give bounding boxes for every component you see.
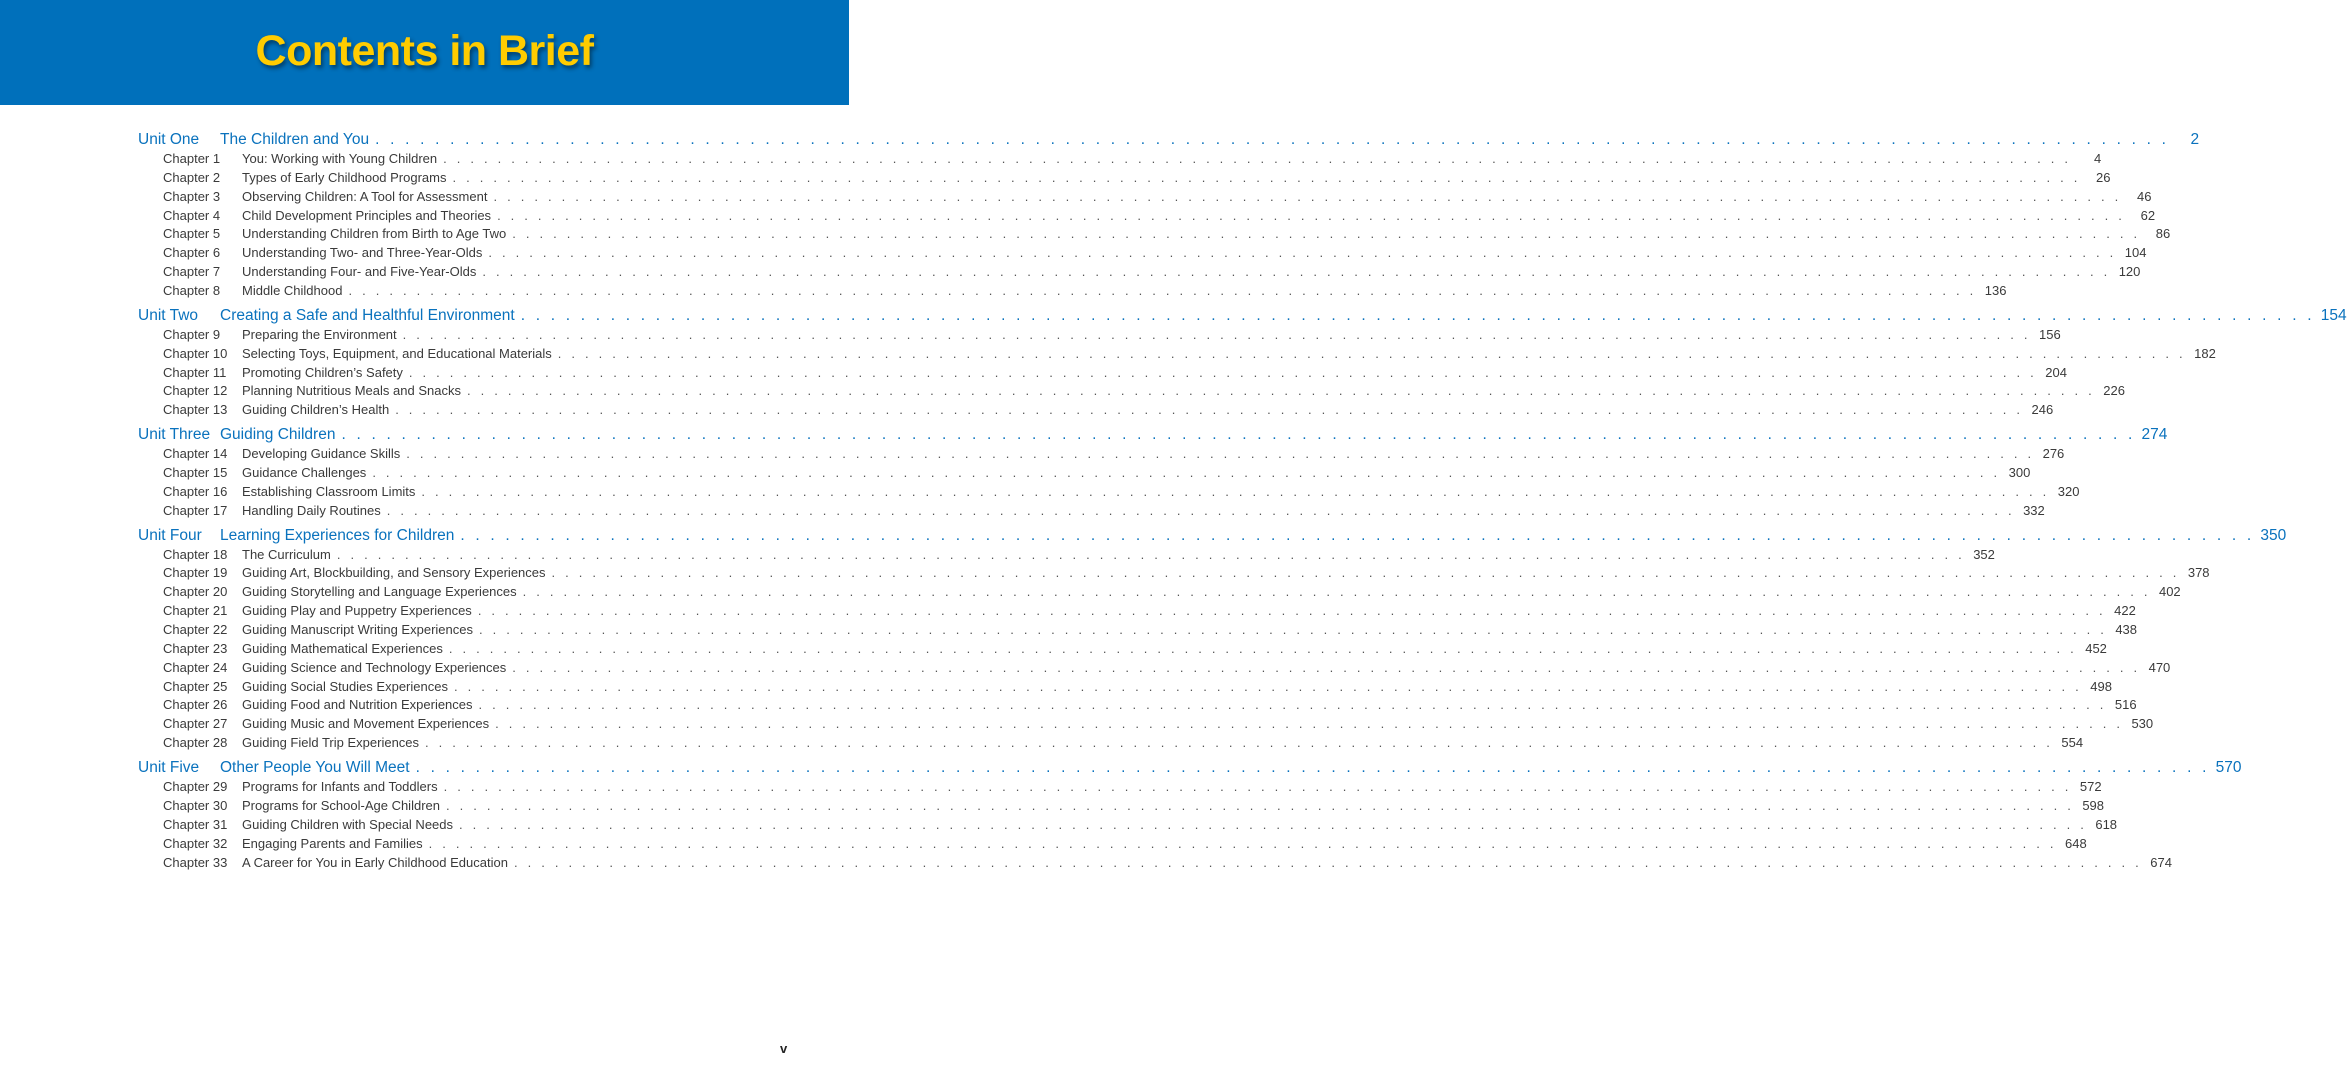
chapter-title: Guiding Field Trip Experiences xyxy=(242,735,420,751)
chapter-label: Chapter 28 xyxy=(163,735,228,751)
chapter-entry[interactable] xyxy=(138,401,2054,420)
chapter-label: Chapter 10 xyxy=(163,345,228,361)
chapter-entry[interactable] xyxy=(138,715,2154,734)
chapter-label: Chapter 4 xyxy=(163,207,221,223)
chapter-page: 674 xyxy=(2150,854,2172,870)
chapter-title: Guiding Mathematical Experiences xyxy=(242,640,443,656)
unit-label: Unit Three xyxy=(138,426,211,444)
dot-leader: . . . . . . . . . . . . . . . . . . . . . . . . . . . . . . . . . . . . . . . . . . . . . . . . . . . . . . . . . . . . . . . . . . . . . . . . . . . . . . . . . . . . . . . . . . . . . . . . . . . . . . . . . . . . . . . . . . . . . . . . xyxy=(478,697,2107,713)
chapter-label: Chapter 8 xyxy=(163,283,221,299)
chapter-title: Establishing Classroom Limits xyxy=(242,483,416,499)
chapter-page: 470 xyxy=(2148,659,2171,675)
chapter-title: Programs for Infants and Toddlers xyxy=(242,779,438,795)
unit-entry[interactable] xyxy=(138,425,2168,445)
unit-page: 2 xyxy=(2190,131,2200,148)
chapter-label: Chapter 24 xyxy=(163,659,228,675)
unit-label: Unit Four xyxy=(138,526,202,544)
dot-leader: . . . . . . . . . . . . . . . . . . . . . . . . . . . . . . . . . . . . . . . . . . . . . . . . . . . . . . . . . . . . . . . . . . . . . . . . . . . . . . . . . . . . . . . . . . . . . . . . . . . . . . . . . . . . . . . . . . . . . . . . xyxy=(512,659,2141,675)
chapter-entry[interactable] xyxy=(138,345,2216,364)
chapter-page: 618 xyxy=(2095,816,2118,832)
chapter-entry[interactable] xyxy=(138,244,2147,263)
chapter-title: A Career for You in Early Childhood Education xyxy=(242,854,508,870)
dot-leader: . . . . . . . . . . . . . . . . . . . . . . . . . . . . . . . . . . . . . . . . . . . . . . . . . . . . . . . . . . . . . . . . . . . . . . . . . . . . . . . . . . . . . . . . . . . . . . . . . . . . . . . . . . . . . . . . . . . . . . . . xyxy=(375,131,2170,148)
dot-leader: . . . . . . . . . . . . . . . . . . . . . . . . . . . . . . . . . . . . . . . . . . . . . . . . . . . . . . . . . . . . . . . . . . . . . . . . . . . . . . . . . . . . . . . . . . . . . . . . . . . . . . . . . . . . . . . . . . . . . . . . xyxy=(482,264,2111,280)
chapter-title: Handling Daily Routines xyxy=(242,502,381,518)
chapter-page: 320 xyxy=(2057,483,2080,499)
unit-page: 570 xyxy=(2215,759,2242,777)
chapter-label: Chapter 3 xyxy=(163,188,221,204)
chapter-label: Chapter 21 xyxy=(163,603,228,619)
chapter-entry[interactable] xyxy=(138,696,2137,715)
chapter-page: 276 xyxy=(2042,446,2065,462)
chapter-title: Programs for School-Age Children xyxy=(242,797,440,813)
chapter-title: Understanding Four- and Five-Year-Olds xyxy=(242,264,477,280)
unit-label: Unit Five xyxy=(138,759,200,777)
chapter-title: Observing Children: A Tool for Assessment xyxy=(242,188,488,204)
chapter-label: Chapter 25 xyxy=(163,678,228,694)
chapter-title: Child Development Principles and Theories xyxy=(242,207,492,223)
chapter-entry[interactable] xyxy=(138,734,2084,753)
chapter-label: Chapter 33 xyxy=(163,854,228,870)
unit-entry[interactable] xyxy=(138,526,2287,546)
chapter-entry[interactable] xyxy=(138,207,2156,226)
chapter-page: 120 xyxy=(2118,264,2141,280)
chapter-page: 86 xyxy=(2155,226,2171,242)
chapter-label: Chapter 1 xyxy=(163,151,221,166)
unit-title: Other People You Will Meet xyxy=(220,759,410,777)
chapter-title: Understanding Children from Birth to Age Two xyxy=(242,226,507,242)
chapter-entry[interactable] xyxy=(138,282,2007,301)
dot-leader: . . . . . . . . . . . . . . . . . . . . . . . . . . . . . . . . . . . . . . . . . . . . . . . . . . . . . . . . . . . . . . . . . . . . . . . . . . . . . . . . . . . . . . . . . . . . . . . . . . . . . . . . . . . . . . . . . . . . . . . . xyxy=(408,364,2037,380)
chapter-label: Chapter 7 xyxy=(163,264,221,280)
chapter-page: 648 xyxy=(2065,835,2087,851)
unit-title: Guiding Children xyxy=(220,426,336,444)
chapter-title: Guidance Challenges xyxy=(242,465,367,481)
chapter-entry[interactable] xyxy=(138,502,2045,521)
dot-leader: . . . . . . . . . . . . . . . . . . . . . . . . . . . . . . . . . . . . . . . . . . . . . . . . . . . . . . . . . . . . . . . . . . . . . . . . . . . . . . . . . . . . . . . . . . . . . . . . . . . . . . . . . . . . . . . . . . . . . . . . xyxy=(466,383,2095,399)
dot-leader: . . . . . . . . . . . . . . . . . . . . . . . . . . . . . . . . . . . . . . . . . . . . . . . . . . . . . . . . . . . . . . . . . . . . . . . . . . . . . . . . . . . . . . . . . . . . . . . . . . . . . . . . . . . . . . . . . . . . . . . . xyxy=(520,306,2315,324)
chapter-title: Guiding Children with Special Needs xyxy=(242,816,454,832)
chapter-label: Chapter 15 xyxy=(163,465,228,481)
table-of-contents xyxy=(138,130,2347,872)
chapter-entry[interactable] xyxy=(138,445,2065,464)
chapter-entry[interactable] xyxy=(138,854,2172,873)
chapter-entry[interactable] xyxy=(138,326,2061,345)
chapter-title: Guiding Science and Technology Experiences xyxy=(242,659,507,675)
chapter-page: 498 xyxy=(2090,678,2112,694)
chapter-label: Chapter 17 xyxy=(163,502,228,518)
chapter-page: 46 xyxy=(2137,188,2152,204)
chapter-entry[interactable] xyxy=(138,169,2111,188)
chapter-page: 452 xyxy=(2085,640,2107,656)
dot-leader: . . . . . . . . . . . . . . . . . . . . . . . . . . . . . . . . . . . . . . . . . . . . . . . . . . . . . . . . . . . . . . . . . . . . . . . . . . . . . . . . . . . . . . . . . . . . . . . . . . . . . . . . . . . . . . . . . . . . . . . . xyxy=(402,326,2031,342)
chapter-entry[interactable] xyxy=(138,382,2125,401)
chapter-entry[interactable] xyxy=(138,602,2136,621)
chapter-label: Chapter 16 xyxy=(163,483,228,499)
dot-leader: . . . . . . . . . . . . . . . . . . . . . . . . . . . . . . . . . . . . . . . . . . . . . . . . . . . . . . . . . . . . . . . . . . . . . . . . . . . . . . . . . . . . . . . . . . . . . . . . . . . . . . . . . . . . . . . . . . . . . . . . xyxy=(557,345,2186,361)
dot-leader: . . . . . . . . . . . . . . . . . . . . . . . . . . . . . . . . . . . . . . . . . . . . . . . . . . . . . . . . . . . . . . . . . . . . . . . . . . . . . . . . . . . . . . . . . . . . . . . . . . . . . . . . . . . . . . . . . . . . . . . . xyxy=(448,640,2077,656)
chapter-label: Chapter 30 xyxy=(163,797,228,813)
unit-page: 274 xyxy=(2141,426,2168,444)
chapter-page: 378 xyxy=(2187,565,2210,581)
chapter-title: Guiding Food and Nutrition Experiences xyxy=(242,697,473,713)
dot-leader: . . . . . . . . . . . . . . . . . . . . . . . . . . . . . . . . . . . . . . . . . . . . . . . . . . . . . . . . . . . . . . . . . . . . . . . . . . . . . . . . . . . . . . . . . . . . . . . . . . . . . . . . . . . . . . . . . . . . . . . . xyxy=(512,226,2141,242)
dot-leader: . . . . . . . . . . . . . . . . . . . . . . . . . . . . . . . . . . . . . . . . . . . . . . . . . . . . . . . . . . . . . . . . . . . . . . . . . . . . . . . . . . . . . . . . . . . . . . . . . . . . . . . . . . . . . . . . . . . . . . . . xyxy=(421,483,2050,499)
chapter-page: 300 xyxy=(2008,465,2031,481)
page-number: v xyxy=(780,1041,788,1056)
dot-leader: . . . . . . . . . . . . . . . . . . . . . . . . . . . . . . . . . . . . . . . . . . . . . . . . . . . . . . . . . . . . . . . . . . . . . . . . . . . . . . . . . . . . . . . . . . . . . . . . . . . . . . . . . . . . . . . . . . . . . . . . xyxy=(488,245,2117,261)
dot-leader: . . . . . . . . . . . . . . . . . . . . . . . . . . . . . . . . . . . . . . . . . . . . . . . . . . . . . . . . . . . . . . . . . . . . . . . . . . . . . . . . . . . . . . . . . . . . . . . . . . . . . . . . . . . . . . . . . . . . . . . . xyxy=(551,565,2180,581)
dot-leader: . . . . . . . . . . . . . . . . . . . . . . . . . . . . . . . . . . . . . . . . . . . . . . . . . . . . . . . . . . . . . . . . . . . . . . . . . . . . . . . . . . . . . . . . . . . . . . . . . . . . . . . . . . . . . . . . . . . . . . . . xyxy=(336,546,1965,562)
dot-leader: . . . . . . . . . . . . . . . . . . . . . . . . . . . . . . . . . . . . . . . . . . . . . . . . . . . . . . . . . . . . . . . . . . . . . . . . . . . . . . . . . . . . . . . . . . . . . . . . . . . . . . . . . . . . . . . . . . . . . . . . xyxy=(477,603,2106,619)
chapter-page: 572 xyxy=(2079,779,2102,795)
dot-leader: . . . . . . . . . . . . . . . . . . . . . . . . . . . . . . . . . . . . . . . . . . . . . . . . . . . . . . . . . . . . . . . . . . . . . . . . . . . . . . . . . . . . . . . . . . . . . . . . . . . . . . . . . . . . . . . . . . . . . . . . xyxy=(452,169,2081,185)
chapter-page: 516 xyxy=(2114,697,2137,713)
unit-title: The Children and You xyxy=(220,131,370,148)
chapter-page: 598 xyxy=(2082,797,2105,813)
chapter-label: Chapter 26 xyxy=(163,697,228,713)
chapter-entry[interactable] xyxy=(138,816,2118,835)
dot-leader: . . . . . . . . . . . . . . . . . . . . . . . . . . . . . . . . . . . . . . . . . . . . . . . . . . . . . . . . . . . . . . . . . . . . . . . . . . . . . . . . . . . . . . . . . . . . . . . . . . . . . . . . . . . . . . . . . . . . . . . . xyxy=(443,151,2072,166)
chapter-label: Chapter 22 xyxy=(163,622,228,638)
chapter-label: Chapter 31 xyxy=(163,816,228,832)
chapter-title: Developing Guidance Skills xyxy=(242,446,401,462)
chapter-page: 104 xyxy=(2124,245,2147,261)
chapter-title: Guiding Play and Puppetry Experiences xyxy=(242,603,472,619)
dot-leader: . . . . . . . . . . . . . . . . . . . . . . . . . . . . . . . . . . . . . . . . . . . . . . . . . . . . . . . . . . . . . . . . . . . . . . . . . . . . . . . . . . . . . . . . . . . . . . . . . . . . . . . . . . . . . . . . . . . . . . . . xyxy=(460,526,2255,544)
dot-leader: . . . . . . . . . . . . . . . . . . . . . . . . . . . . . . . . . . . . . . . . . . . . . . . . . . . . . . . . . . . . . . . . . . . . . . . . . . . . . . . . . . . . . . . . . . . . . . . . . . . . . . . . . . . . . . . . . . . . . . . . xyxy=(445,797,2075,813)
chapter-title: You: Working with Young Children xyxy=(242,151,438,166)
chapter-title: Understanding Two- and Three-Year-Olds xyxy=(242,245,483,261)
chapter-label: Chapter 12 xyxy=(163,383,228,399)
dot-leader: . . . . . . . . . . . . . . . . . . . . . . . . . . . . . . . . . . . . . . . . . . . . . . . . . . . . . . . . . . . . . . . . . . . . . . . . . . . . . . . . . . . . . . . . . . . . . . . . . . . . . . . . . . . . . . . . . . . . . . . . xyxy=(478,622,2108,638)
chapter-title: Engaging Parents and Families xyxy=(242,835,423,851)
dot-leader: . . . . . . . . . . . . . . . . . . . . . . . . . . . . . . . . . . . . . . . . . . . . . . . . . . . . . . . . . . . . . . . . . . . . . . . . . . . . . . . . . . . . . . . . . . . . . . . . . . . . . . . . . . . . . . . . . . . . . . . . xyxy=(386,502,2015,518)
chapter-label: Chapter 5 xyxy=(163,226,221,242)
unit-title: Creating a Safe and Healthful Environment xyxy=(220,306,515,324)
dot-leader: . . . . . . . . . . . . . . . . . . . . . . . . . . . . . . . . . . . . . . . . . . . . . . . . . . . . . . . . . . . . . . . . . . . . . . . . . . . . . . . . . . . . . . . . . . . . . . . . . . . . . . . . . . . . . . . . . . . . . . . . xyxy=(415,759,2210,777)
chapter-label: Chapter 32 xyxy=(163,835,228,851)
chapter-page: 136 xyxy=(1984,283,2007,299)
unit-label: Unit One xyxy=(138,131,200,148)
chapter-label: Chapter 29 xyxy=(163,779,228,795)
chapter-label: Chapter 14 xyxy=(163,446,228,462)
chapter-label: Chapter 27 xyxy=(163,716,228,732)
chapter-page: 182 xyxy=(2194,345,2216,361)
chapter-page: 554 xyxy=(2061,735,2084,751)
dot-leader: . . . . . . . . . . . . . . . . . . . . . . . . . . . . . . . . . . . . . . . . . . . . . . . . . . . . . . . . . . . . . . . . . . . . . . . . . . . . . . . . . . . . . . . . . . . . . . . . . . . . . . . . . . . . . . . . . . . . . . . . xyxy=(406,446,2035,462)
chapter-label: Chapter 23 xyxy=(163,640,228,656)
dot-leader: . . . . . . . . . . . . . . . . . . . . . . . . . . . . . . . . . . . . . . . . . . . . . . . . . . . . . . . . . . . . . . . . . . . . . . . . . . . . . . . . . . . . . . . . . . . . . . . . . . . . . . . . . . . . . . . . . . . . . . . . xyxy=(495,716,2124,732)
dot-leader: . . . . . . . . . . . . . . . . . . . . . . . . . . . . . . . . . . . . . . . . . . . . . . . . . . . . . . . . . . . . . . . . . . . . . . . . . . . . . . . . . . . . . . . . . . . . . . . . . . . . . . . . . . . . . . . . . . . . . . . . xyxy=(497,207,2126,223)
unit-entry[interactable] xyxy=(138,130,2200,150)
unit-entry[interactable] xyxy=(138,306,2347,326)
chapter-page: 352 xyxy=(1973,546,1995,562)
chapter-page: 530 xyxy=(2131,716,2154,732)
chapter-page: 402 xyxy=(2158,584,2181,600)
chapter-title: Guiding Art, Blockbuilding, and Sensory Experiences xyxy=(242,565,546,581)
chapter-label: Chapter 9 xyxy=(163,326,221,342)
chapter-title: Guiding Children’s Health xyxy=(242,402,390,418)
chapter-entry[interactable] xyxy=(138,583,2181,602)
chapter-title: Guiding Music and Movement Experiences xyxy=(242,716,490,732)
chapter-label: Chapter 6 xyxy=(163,245,221,261)
chapter-entry[interactable] xyxy=(138,263,2141,282)
chapter-label: Chapter 2 xyxy=(163,169,221,185)
chapter-entry[interactable] xyxy=(138,150,2102,169)
chapter-entry[interactable] xyxy=(138,364,2067,383)
chapter-label: Chapter 11 xyxy=(163,364,227,380)
chapter-label: Chapter 20 xyxy=(163,584,228,600)
chapter-entry[interactable] xyxy=(138,659,2171,678)
chapter-title: Guiding Social Studies Experiences xyxy=(242,678,448,694)
chapter-entry[interactable] xyxy=(138,621,2138,640)
chapter-entry[interactable] xyxy=(138,546,1995,565)
title-banner xyxy=(0,0,849,105)
dot-leader: . . . . . . . . . . . . . . . . . . . . . . . . . . . . . . . . . . . . . . . . . . . . . . . . . . . . . . . . . . . . . . . . . . . . . . . . . . . . . . . . . . . . . . . . . . . . . . . . . . . . . . . . . . . . . . . . . . . . . . . . xyxy=(372,465,2001,481)
chapter-title: Selecting Toys, Equipment, and Educational Materials xyxy=(242,345,552,361)
chapter-entry[interactable] xyxy=(138,640,2107,659)
chapter-title: Planning Nutritious Meals and Snacks xyxy=(242,383,461,399)
chapter-page: 26 xyxy=(2096,169,2111,185)
dot-leader: . . . . . . . . . . . . . . . . . . . . . . . . . . . . . . . . . . . . . . . . . . . . . . . . . . . . . . . . . . . . . . . . . . . . . . . . . . . . . . . . . . . . . . . . . . . . . . . . . . . . . . . . . . . . . . . . . . . . . . . . xyxy=(443,779,2072,795)
chapter-entry[interactable] xyxy=(138,564,2210,583)
chapter-entry[interactable] xyxy=(138,797,2105,816)
unit-page: 154 xyxy=(2320,306,2347,324)
chapter-page: 438 xyxy=(2115,622,2138,638)
chapter-page: 204 xyxy=(2045,364,2067,380)
chapter-title: Preparing the Environment xyxy=(242,326,397,342)
chapter-page: 4 xyxy=(2093,151,2102,166)
dot-leader: . . . . . . . . . . . . . . . . . . . . . . . . . . . . . . . . . . . . . . . . . . . . . . . . . . . . . . . . . . . . . . . . . . . . . . . . . . . . . . . . . . . . . . . . . . . . . . . . . . . . . . . . . . . . . . . . . . . . . . . . xyxy=(341,426,2136,444)
chapter-entry[interactable] xyxy=(138,188,2152,207)
page-title: Contents in Brief xyxy=(255,27,594,75)
chapter-label: Chapter 19 xyxy=(163,565,228,581)
chapter-title: Middle Childhood xyxy=(242,283,343,299)
dot-leader: . . . . . . . . . . . . . . . . . . . . . . . . . . . . . . . . . . . . . . . . . . . . . . . . . . . . . . . . . . . . . . . . . . . . . . . . . . . . . . . . . . . . . . . . . . . . . . . . . . . . . . . . . . . . . . . . . . . . . . . . xyxy=(522,584,2151,600)
chapter-page: 62 xyxy=(2140,207,2156,223)
unit-page: 350 xyxy=(2260,526,2287,544)
dot-leader: . . . . . . . . . . . . . . . . . . . . . . . . . . . . . . . . . . . . . . . . . . . . . . . . . . . . . . . . . . . . . . . . . . . . . . . . . . . . . . . . . . . . . . . . . . . . . . . . . . . . . . . . . . . . . . . . . . . . . . . . xyxy=(425,735,2054,751)
chapter-entry[interactable] xyxy=(138,483,2080,502)
dot-leader: . . . . . . . . . . . . . . . . . . . . . . . . . . . . . . . . . . . . . . . . . . . . . . . . . . . . . . . . . . . . . . . . . . . . . . . . . . . . . . . . . . . . . . . . . . . . . . . . . . . . . . . . . . . . . . . . . . . . . . . . xyxy=(513,854,2142,870)
chapter-title: Promoting Children’s Safety xyxy=(242,364,403,380)
chapter-entry[interactable] xyxy=(138,678,2112,697)
chapter-title: Guiding Storytelling and Language Experiences xyxy=(242,584,517,600)
chapter-page: 226 xyxy=(2103,383,2125,399)
chapter-entry[interactable] xyxy=(138,778,2102,797)
chapter-entry[interactable] xyxy=(138,225,2171,244)
chapter-page: 156 xyxy=(2038,326,2061,342)
chapter-label: Chapter 18 xyxy=(163,546,228,562)
dot-leader: . . . . . . . . . . . . . . . . . . . . . . . . . . . . . . . . . . . . . . . . . . . . . . . . . . . . . . . . . . . . . . . . . . . . . . . . . . . . . . . . . . . . . . . . . . . . . . . . . . . . . . . . . . . . . . . . . . . . . . . . xyxy=(395,402,2024,418)
unit-title: Learning Experiences for Children xyxy=(220,526,455,544)
unit-label: Unit Two xyxy=(138,306,199,324)
chapter-title: The Curriculum xyxy=(242,546,331,562)
chapter-entry[interactable] xyxy=(138,464,2031,483)
chapter-title: Types of Early Childhood Programs xyxy=(242,169,447,185)
dot-leader: . . . . . . . . . . . . . . . . . . . . . . . . . . . . . . . . . . . . . . . . . . . . . . . . . . . . . . . . . . . . . . . . . . . . . . . . . . . . . . . . . . . . . . . . . . . . . . . . . . . . . . . . . . . . . . . . . . . . . . . . xyxy=(348,283,1977,299)
dot-leader: . . . . . . . . . . . . . . . . . . . . . . . . . . . . . . . . . . . . . . . . . . . . . . . . . . . . . . . . . . . . . . . . . . . . . . . . . . . . . . . . . . . . . . . . . . . . . . . . . . . . . . . . . . . . . . . . . . . . . . . . xyxy=(453,678,2082,694)
unit-entry[interactable] xyxy=(138,758,2242,778)
chapter-label: Chapter 13 xyxy=(163,402,228,418)
chapter-page: 246 xyxy=(2031,402,2054,418)
chapter-page: 332 xyxy=(2023,502,2045,518)
chapter-entry[interactable] xyxy=(138,835,2087,854)
dot-leader: . . . . . . . . . . . . . . . . . . . . . . . . . . . . . . . . . . . . . . . . . . . . . . . . . . . . . . . . . . . . . . . . . . . . . . . . . . . . . . . . . . . . . . . . . . . . . . . . . . . . . . . . . . . . . . . . . . . . . . . . xyxy=(493,188,2122,204)
dot-leader: . . . . . . . . . . . . . . . . . . . . . . . . . . . . . . . . . . . . . . . . . . . . . . . . . . . . . . . . . . . . . . . . . . . . . . . . . . . . . . . . . . . . . . . . . . . . . . . . . . . . . . . . . . . . . . . . . . . . . . . . xyxy=(459,816,2088,832)
chapter-page: 422 xyxy=(2114,603,2136,619)
dot-leader: . . . . . . . . . . . . . . . . . . . . . . . . . . . . . . . . . . . . . . . . . . . . . . . . . . . . . . . . . . . . . . . . . . . . . . . . . . . . . . . . . . . . . . . . . . . . . . . . . . . . . . . . . . . . . . . . . . . . . . . . xyxy=(428,835,2057,851)
chapter-title: Guiding Manuscript Writing Experiences xyxy=(242,622,473,638)
